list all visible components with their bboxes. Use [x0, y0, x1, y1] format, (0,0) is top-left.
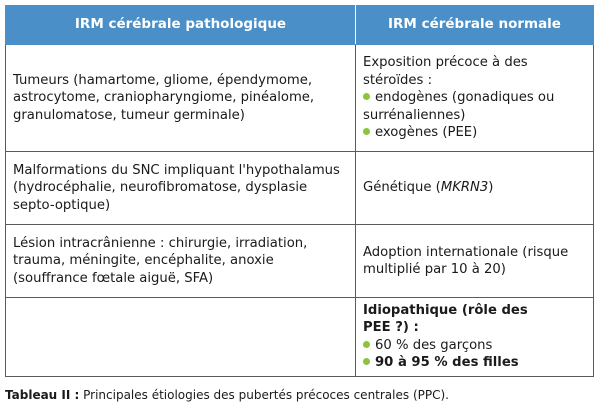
cell-intracranial-lesion: Lésion intracrânienne : chirurgie, irradiation, trauma, méningite, encéphalite, anoxie (souffrance fœtale aiguë, SFA): [6, 225, 356, 298]
cell-tumors: Tumeurs (hamartome, gliome, épendymome, astrocytome, craniopharyngiome, pinéalome, granulomatose, tumeur germinale): [6, 45, 356, 152]
list-item: [363, 337, 586, 354]
idiopathic-title: Idiopathique (rôle des PEE ?) :: [363, 303, 528, 336]
table-row: [6, 45, 594, 152]
table-row: [6, 152, 594, 225]
list-item: [363, 89, 586, 124]
girls-percentage: 90 à 95 % des filles: [375, 355, 519, 371]
cell-genetics: [356, 152, 594, 225]
table-row: [6, 225, 594, 298]
genetics-suffix: ): [488, 180, 494, 196]
green-bullet-icon: [363, 93, 370, 100]
green-bullet-icon: [363, 128, 370, 135]
caption-label: Tableau II :: [5, 388, 80, 402]
gene-name: MKRN3: [440, 180, 489, 196]
table-caption: [5, 388, 449, 402]
list-item: [363, 354, 586, 371]
header-normal-mri: IRM cérébrale normale: [356, 6, 594, 45]
green-bullet-icon: [363, 341, 370, 348]
steroid-exposure-intro: Exposition précoce à des stéroïdes :: [363, 55, 528, 88]
cell-cns-malformations: Malformations du SNC impliquant l'hypothalamus (hydrocéphalie, neurofibromatose, dysplasie septo-optique): [6, 152, 356, 225]
green-bullet-icon: [363, 358, 370, 365]
caption-text: Principales étiologies des pubertés précoces centrales (PPC).: [79, 388, 449, 402]
etiology-table: [5, 5, 594, 377]
boys-percentage: 60 % des garçons: [375, 337, 493, 353]
header-pathologic-mri: IRM cérébrale pathologique: [6, 6, 356, 45]
table-row: [6, 298, 594, 377]
exogenous-text: exogènes (PEE): [375, 125, 478, 141]
cell-international-adoption: Adoption internationale (risque multiplié par 10 à 20): [356, 225, 594, 298]
endogenous-text: endogènes (gonadiques ou surrénaliennes): [363, 90, 555, 123]
cell-steroid-exposure: [356, 45, 594, 152]
cell-empty: [6, 298, 356, 377]
genetics-prefix: Génétique (: [363, 180, 441, 196]
cell-idiopathic: [356, 298, 594, 377]
list-item: [363, 124, 586, 141]
table-header-row: [6, 6, 594, 45]
